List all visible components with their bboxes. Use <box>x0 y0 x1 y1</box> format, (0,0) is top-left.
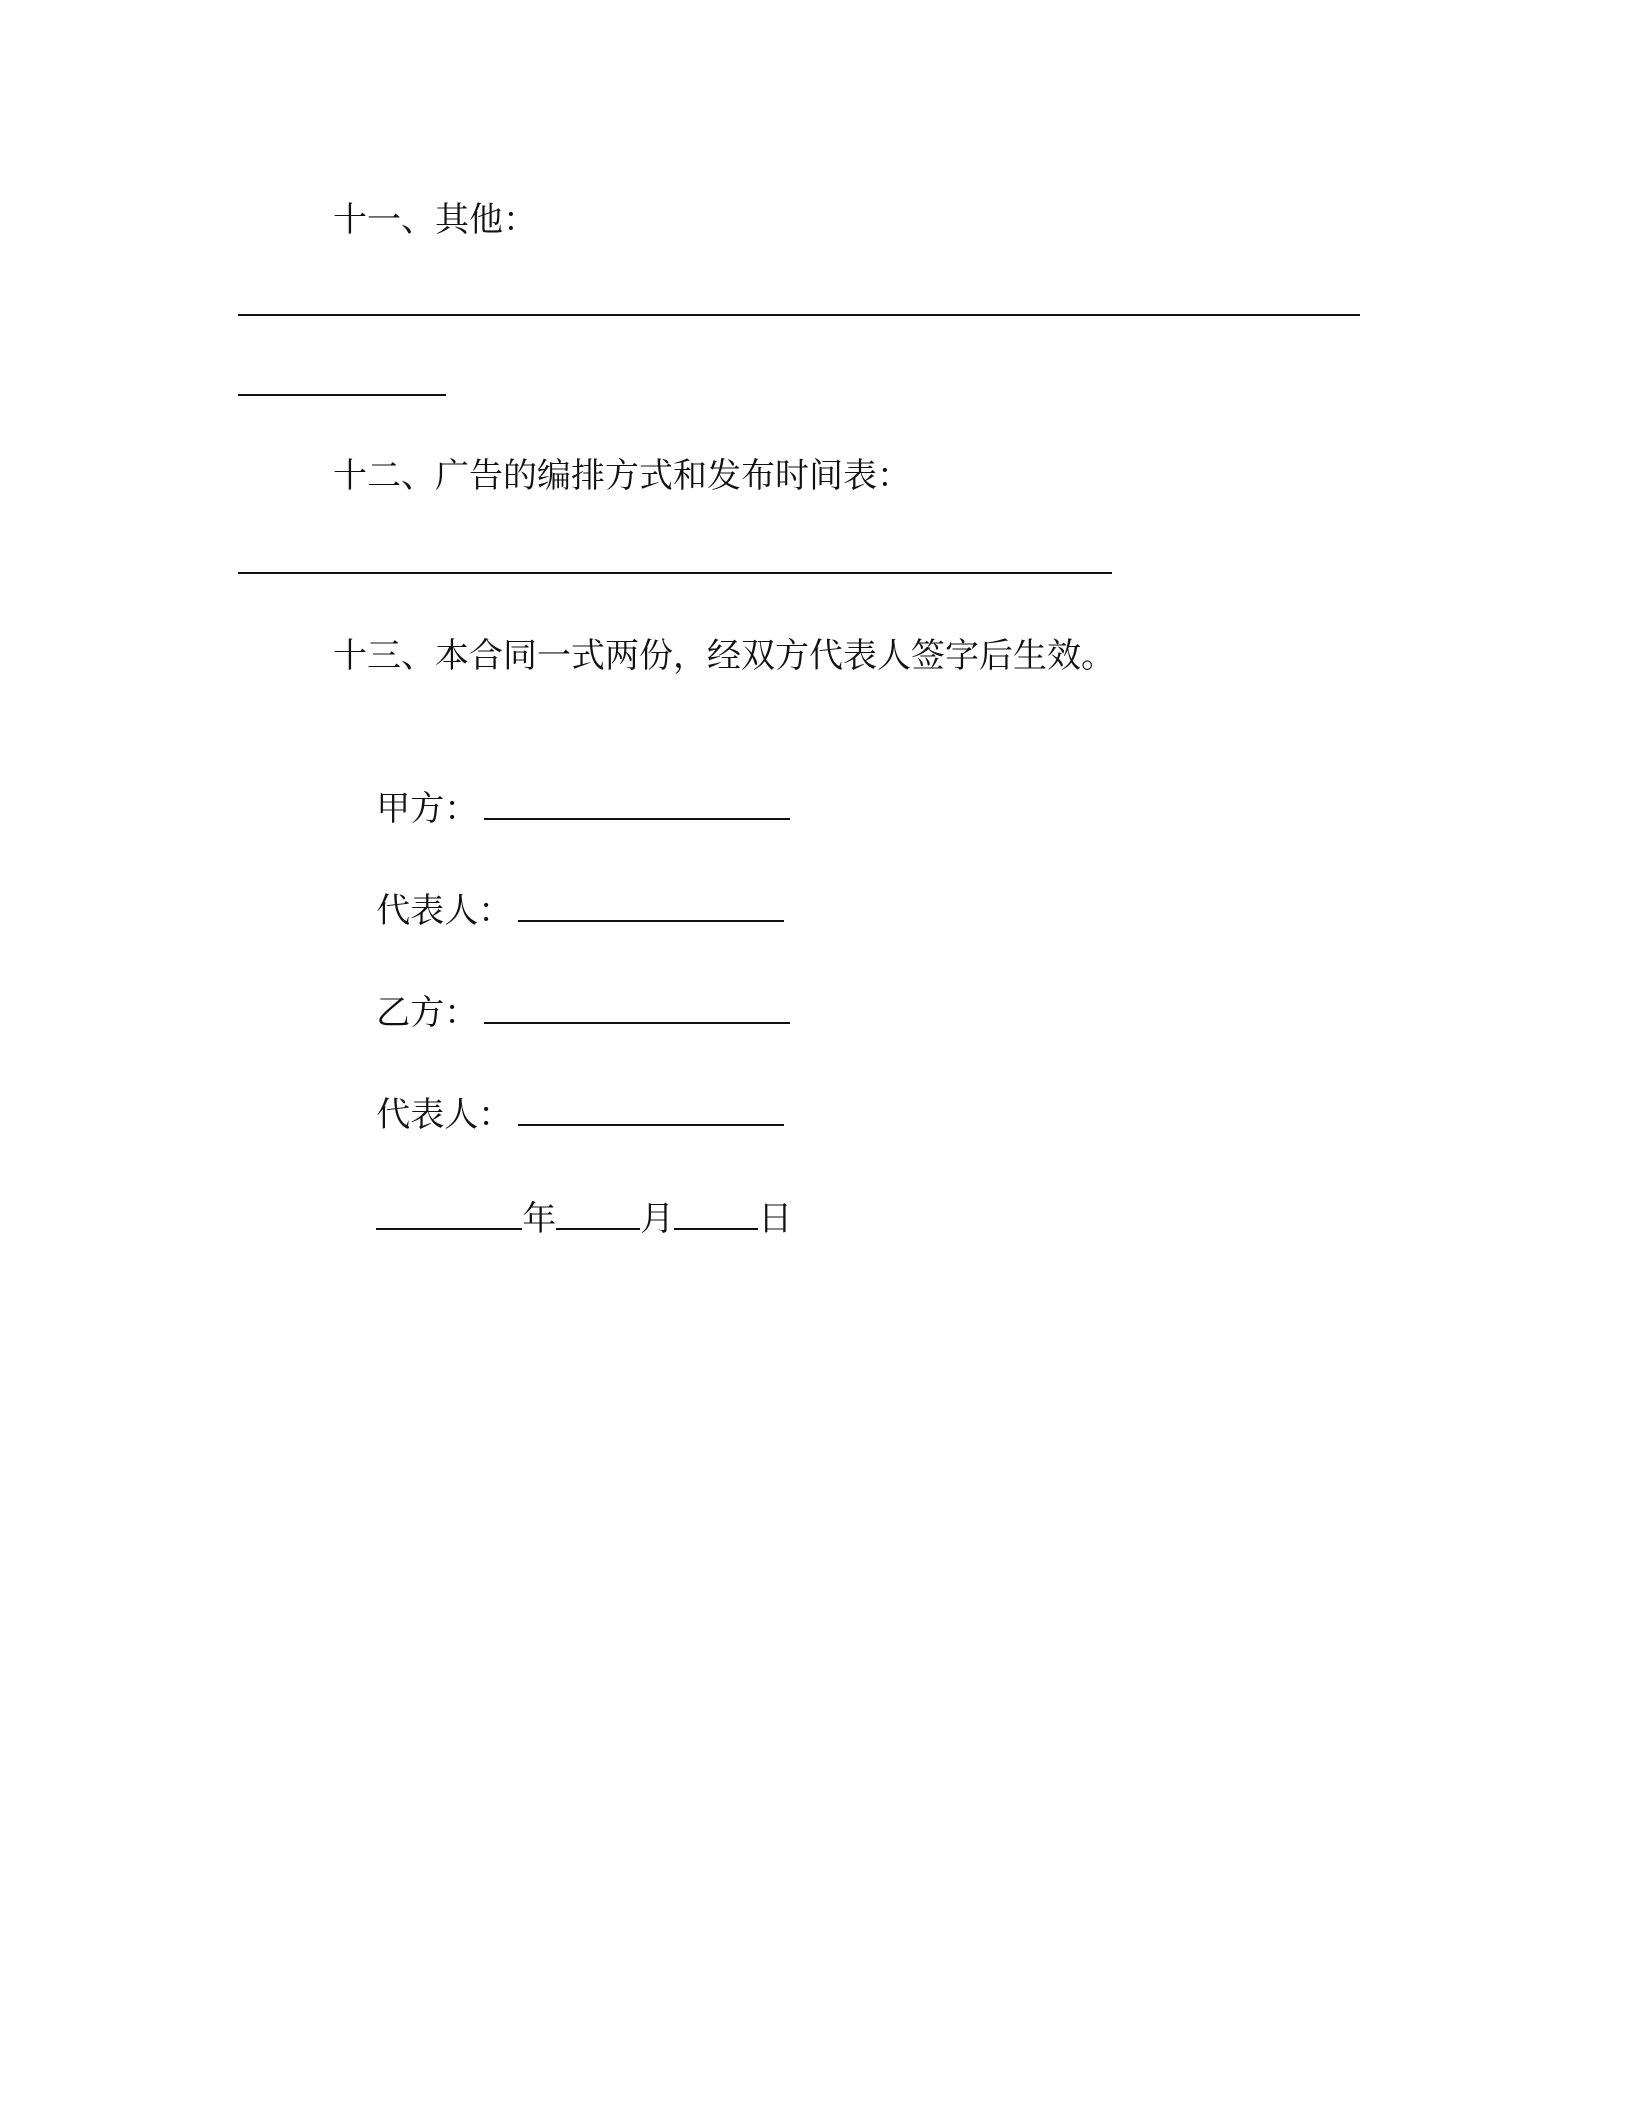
year-blank[interactable] <box>376 1194 522 1230</box>
section-12-blank-line[interactable] <box>238 572 1112 574</box>
year-label: 年 <box>522 1199 557 1239</box>
party-a-label: 甲方： <box>376 789 479 829</box>
day-label: 日 <box>758 1199 793 1239</box>
day-blank[interactable] <box>674 1194 758 1230</box>
party-b-label: 乙方： <box>376 993 479 1033</box>
party-a-rep-blank[interactable] <box>518 886 784 922</box>
section-11-heading: 十一、其他： <box>333 200 537 240</box>
party-a-rep-label: 代表人： <box>376 891 513 931</box>
section-11-blank-line-2[interactable] <box>238 394 446 396</box>
month-label: 月 <box>640 1199 675 1239</box>
section-11-blank-line-1[interactable] <box>238 314 1360 316</box>
section-12-heading: 十二、广告的编排方式和发布时间表： <box>333 456 911 496</box>
month-blank[interactable] <box>556 1194 640 1230</box>
section-13-text: 十三、本合同一式两份，经双方代表人签字后生效。 <box>333 636 1115 676</box>
party-b-blank[interactable] <box>484 988 790 1024</box>
date-row <box>333 1146 792 1291</box>
party-b-rep-blank[interactable] <box>518 1090 784 1126</box>
party-a-blank[interactable] <box>484 784 790 820</box>
party-b-rep-label: 代表人： <box>376 1095 513 1135</box>
